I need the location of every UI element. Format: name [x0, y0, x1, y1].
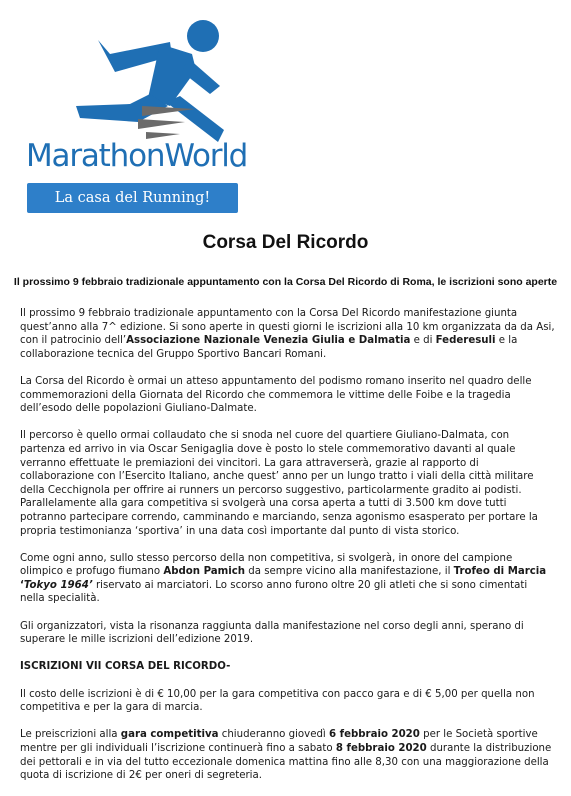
p4-trofeo: Trofeo di Marcia ‘ — [20, 566, 547, 591]
paragraph-preregistration — [20, 728, 555, 782]
p1-text-a: Il prossimo 9 febbraio tradizionale appuntamento con la Corsa Del Ricordo manifestazione giunta quest’anno alla 7^ edizione. Si sono aperte in questi giorni le iscrizioni alla 10 km organizzata da da Asi, con il patrocinio dell’ — [20, 308, 555, 347]
paragraph-organizers: Gli organizzatori, vista la risonanza raggiunta dalla manifestazione nel corso degli anni, sperano di superare le mille iscrizioni dell’edizione 2019. — [20, 620, 524, 646]
p7-date-6feb: 6 febbraio 2020 — [329, 729, 420, 741]
paragraph-trofeo — [20, 552, 555, 606]
brand-part-2: World — [164, 138, 248, 174]
p7-text-c: chiuderanno giovedì — [218, 729, 329, 741]
p4-text-f: riservato ai marciatori. Lo scorso anno furono oltre 20 gli atleti che si sono cimentati nella specialità. — [20, 579, 528, 605]
p7-text-g: durante la distribuzione dei pettorali e in via del tutto eccezionale domenica mattina fino alle 8,30 con una maggiorazione della quota di iscrizione di 2€ per oneri di segreteria. — [20, 743, 552, 782]
runner-head — [187, 20, 219, 52]
tagline-text: La casa del Running! — [54, 190, 211, 206]
paragraph-route: Il percorso è quello ormai collaudato che si snoda nel cuore del quartiere Giuliano-Dalmata, con partenza ed arrivo in via Oscar Senigaglia dove è posto lo stele commemorativo davanti al quale verranno effettuate le premiazioni dei vincitori. La gara attraverserà, grazie al rapporto di collaborazione con l’Esercito Italiano, anche quest’ anno per un lungo tratto i viali della città militare della Cecchignola per offrire ai runners un percorso suggestivo, particolarmente gradito ai podisti. Parallelamente alla gara competitiva si svolgerà una corsa aperta a tutti di 3.500 km dove tutti potranno partecipare correndo, camminando e marciando, senza agonismo esasperato per portare la propria testimonianza ‘sportiva’ in una data così importante dal punto di vista storico. — [20, 430, 538, 537]
p7-text-e: per le Società sportive mentre per gli individuali l’iscrizione continuerà fino a sabato — [20, 729, 538, 754]
tagline-badge — [27, 183, 238, 213]
paragraph-commemoration: La Corsa del Ricordo è ormai un atteso appuntamento del podismo romano inserito nel quadro delle commemorazioni della Giornata del Ricordo che commemora le vittime delle Foibe e la tragedia dell’esodo delle popolazioni Giuliano-Dalmate. — [20, 375, 532, 415]
runner-leg-front — [166, 96, 224, 142]
article-body — [20, 307, 555, 796]
p1-association: Associazione Nazionale Venezia Giulia e Dalmatia — [126, 335, 411, 347]
p1-text-e: e la collaborazione tecnica del Gruppo Sportivo Bancari Romani. — [20, 335, 518, 360]
p7-date-8feb: 8 febbraio 2020 — [335, 743, 427, 754]
p1-text-c: e di — [410, 335, 436, 347]
p1-federesuli: Federesuli — [435, 335, 496, 347]
runner-icon — [20, 6, 245, 146]
p4-text-c: da sempre vicino alla manifestazione, il — [245, 566, 454, 578]
article-subtitle: Il prossimo 9 febbraio tradizionale appuntamento con la Corsa Del Ricordo di Roma, le iscrizioni sono aperte — [13, 276, 558, 288]
article-title: Corsa Del Ricordo — [202, 232, 369, 253]
speed-line-2 — [138, 119, 185, 129]
section-heading-iscrizioni: ISCRIZIONI VII CORSA DEL RICORDO- — [20, 661, 231, 673]
p4-tokyo: Tokyo 1964’ — [23, 579, 93, 591]
p7-text-a: Le preiscrizioni alla — [20, 729, 121, 741]
p7-gara-competitiva: gara competitiva — [120, 729, 219, 741]
runner-arm-front — [182, 58, 220, 94]
brand-name — [26, 138, 247, 174]
paragraph-costs: Il costo delle iscrizioni è di € 10,00 per la gara competitiva con pacco gara e di € 5,00 per quella non competitiva e per la gara di marcia. — [20, 688, 535, 714]
p4-text-a: Come ogni anno, sullo stesso percorso della non competitiva, si svolgerà, in onore del campione olimpico e profugo fiumano — [20, 552, 513, 578]
p4-abdon-pamich: Abdon Pamich — [163, 566, 246, 578]
paragraph-intro — [20, 307, 555, 361]
brand-part-1: Marathon — [26, 138, 165, 174]
